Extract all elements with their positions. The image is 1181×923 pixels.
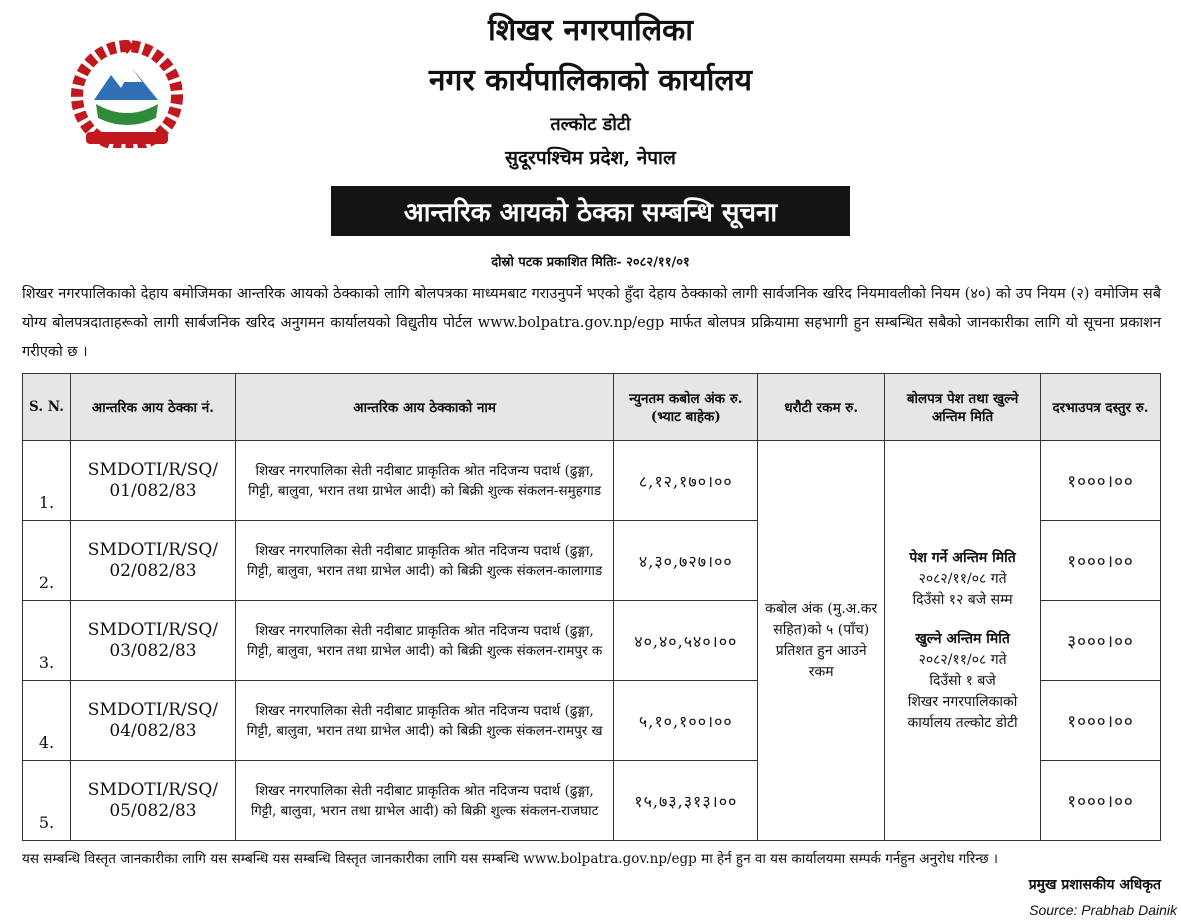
row-fee: १०००।०० (1041, 441, 1161, 521)
header-contract-no: आन्तरिक आय ठेक्का नं. (70, 374, 235, 441)
row-name: शिखर नगरपालिका सेती नदीबाट प्राकृतिक श्रोत नदिजन्य पदार्थ (ढुङ्गा, गिट्टी, बालुवा, भरान तथा ग्राभेल आदी) को बिक्री शुल्क संकलन-समुहगाड (235, 441, 613, 521)
source-credit: Source: Prabhab Dainik (1029, 902, 1177, 918)
office-name: नगर कार्यपालिकाको कार्यालय (428, 63, 753, 98)
notice-title: आन्तरिक आयको ठेक्का सम्बन्धि सूचना (331, 186, 850, 236)
header-fee: दरभाउपत्र दस्तुर रु. (1041, 374, 1161, 441)
row-code: SMDOTI/R/SQ/ 05/082/83 (70, 761, 235, 841)
open-time: दिउँसो १ बजे (929, 672, 996, 689)
footer-note: यस सम्बन्धि विस्तृत जानकारीका लागि यस सम्बन्धि यस सम्बन्धि विस्तृत जानकारीका लागि यस सम्बन्धि www.bolpatra.gov.np/egp मा हेर्न हुन वा यस कार्यालयमा सम्पर्क गर्नहुन अनुरोध गरिन्छ । (22, 851, 999, 867)
header-contract-name: आन्तरिक आय ठेक्काको नाम (235, 374, 613, 441)
row-fee: १०००।०० (1041, 761, 1161, 841)
row-fee: ३०००।०० (1041, 601, 1161, 681)
row-min-bid: ४०,४०,५४०।०० (614, 601, 758, 681)
row-fee: १०००।०० (1041, 681, 1161, 761)
intro-paragraph: शिखर नगरपालिकाको देहाय बमोजिमका आन्तरिक आयको ठेक्काको लागि बोलपत्रका माध्यमबाट गराउनुपर्ने भएको हुँदा देहाय ठेक्काको लागी सार्वजनिक खरिद नियमावलीको नियम (४०) को उप नियम (२) वमोजिम सबै योग्य बोलपत्रदाताहरूको लागी सार्बजनिक खरिद अनुगमन कार्यालयको विद्युतीय पोर्टल www.bolpatra.gov.np/egp मार्फत बोलपत्र प्रक्रियामा सहभागी हुन सम्बन्धित सबैको जानकारीका लागि यो सूचना प्रकाशन गरीएको छ । (22, 286, 1161, 360)
row-min-bid: ८,१२,१७०।०० (614, 441, 758, 521)
row-name: शिखर नगरपालिका सेती नदीबाट प्राकृतिक श्रोत नदिजन्य पदार्थ (ढुङ्गा, गिट्टी, बालुवा, भरान तथा ग्राभेल आदी) को बिक्री शुल्क संकलन-कालागाड (235, 521, 613, 601)
row-name: शिखर नगरपालिका सेती नदीबाट प्राकृतिक श्रोत नदिजन्य पदार्थ (ढुङ्गा, गिट्टी, बालुवा, भरान तथा ग्राभेल आदी) को बिक्री शुल्क संकलन-राजघाट (235, 761, 613, 841)
row-min-bid: ४,३०,७२७।०० (614, 521, 758, 601)
open-date: २०८२/११/०८ गते (918, 651, 1007, 668)
deposit-cell: कबोल अंक (मु.अ.कर सहित)को ५ (पाँच) प्रतिशत हुन आउने रकम (758, 441, 885, 841)
row-fee: १०००।०० (1041, 521, 1161, 601)
signatory: प्रमुख प्रशासकीय अधिकृत (1028, 877, 1161, 893)
row-code: SMDOTI/R/SQ/ 02/082/83 (70, 521, 235, 601)
table-row (23, 441, 1161, 521)
row-code: SMDOTI/R/SQ/ 03/082/83 (70, 601, 235, 681)
row-sn: 1. (23, 441, 71, 521)
header-deposit: धरौटी रकम रु. (758, 374, 885, 441)
tender-table (22, 373, 1161, 841)
published-date: दोस्रो पटक प्रकाशित मितिः- २०८२/११/०१ (491, 255, 690, 270)
row-code: SMDOTI/R/SQ/ 01/082/83 (70, 441, 235, 521)
notice-body (22, 280, 1177, 919)
province-name: सुदूरपश्चिम प्रदेश, नेपाल (505, 147, 676, 169)
table-header-row (23, 374, 1161, 441)
row-sn: 4. (23, 681, 71, 761)
submit-time: दिउँसो १२ बजे सम्म (912, 591, 1013, 608)
row-sn: 2. (23, 521, 71, 601)
row-sn: 3. (23, 601, 71, 681)
deadline-cell (885, 441, 1041, 841)
header-min-bid: न्युनतम कबोल अंक रु. (भ्याट बाहेक) (614, 374, 758, 441)
row-min-bid: ५,१०,१००।०० (614, 681, 758, 761)
row-sn: 5. (23, 761, 71, 841)
open-label: खुल्ने अन्तिम मिति (915, 630, 1010, 647)
submit-date: २०८२/११/०८ गते (918, 570, 1007, 587)
municipality-name: शिखर नगरपालिका (488, 13, 693, 48)
row-min-bid: १५,७३,३१३।०० (614, 761, 758, 841)
row-name: शिखर नगरपालिका सेती नदीबाट प्राकृतिक श्रोत नदिजन्य पदार्थ (ढुङ्गा, गिट्टी, बालुवा, भरान तथा ग्राभेल आदी) को बिक्री शुल्क संकलन-रामपुर ख (235, 681, 613, 761)
header-deadline: बोलपत्र पेश तथा खुल्ने अन्तिम मिति (885, 374, 1041, 441)
office-location: तल्कोट डोटी (550, 114, 631, 135)
header-sn: S. N. (23, 374, 71, 441)
submit-label: पेश गर्ने अन्तिम मिति (909, 549, 1016, 566)
row-name: शिखर नगरपालिका सेती नदीबाट प्राकृतिक श्रोत नदिजन्य पदार्थ (ढुङ्गा, गिट्टी, बालुवा, भरान तथा ग्राभेल आदी) को बिक्री शुल्क संकलन-रामपुर क (235, 601, 613, 681)
open-place: शिखर नगरपालिकाको कार्यालय तल्कोट डोटी (907, 693, 1018, 731)
row-code: SMDOTI/R/SQ/ 04/082/83 (70, 681, 235, 761)
